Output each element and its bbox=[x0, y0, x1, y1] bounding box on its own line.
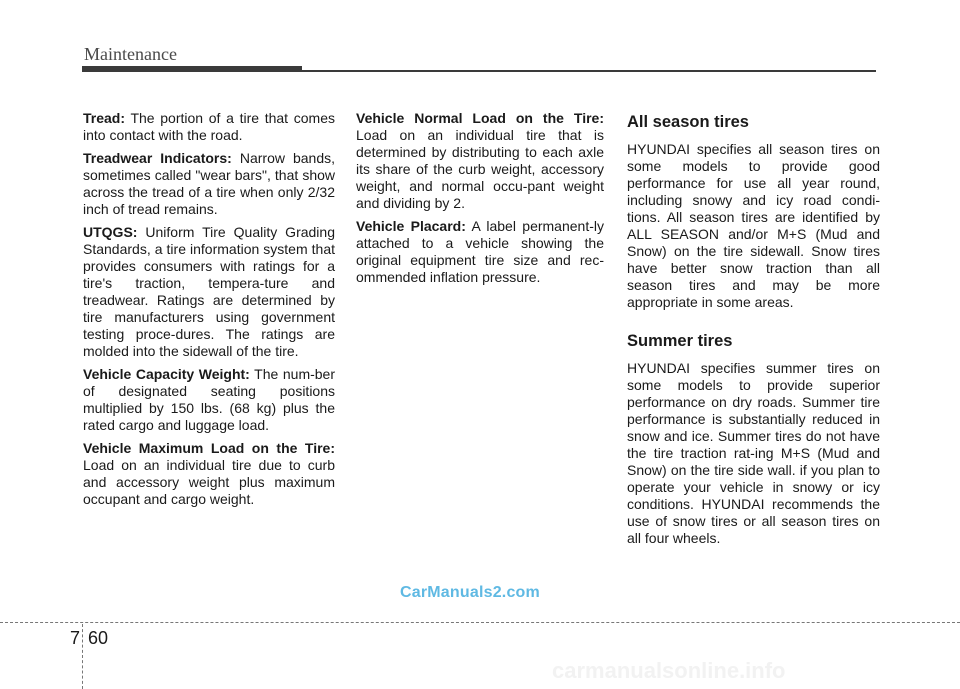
definition-text: Load on an individual tire that is determined by distributing to each axle its share of the curb weight, accessory weight, and normal occu-pant weight and dividing by 2. bbox=[356, 127, 604, 211]
column-2 bbox=[356, 110, 604, 292]
column-1 bbox=[83, 110, 335, 514]
definition-term: UTQGS: bbox=[83, 224, 138, 240]
definition-vehicle-normal-load bbox=[356, 110, 604, 212]
definition-treadwear-indicators bbox=[83, 150, 335, 218]
definition-text: A label permanent-ly attached to a vehicle showing the original equipment tire size and rec-ommended inflation pressure. bbox=[356, 218, 604, 285]
definition-text: Uniform Tire Quality Grading Standards, a tire information system that provides consumers with ratings for a tire's traction, tempera-ture and treadwear. Ratings are determined by tire manufacturers using government testing proce-dures. The ratings are molded into the sidewall of the tire. bbox=[83, 224, 335, 359]
definition-term: Treadwear Indicators: bbox=[83, 150, 232, 166]
definition-vehicle-maximum-load bbox=[83, 440, 335, 508]
definition-tread bbox=[83, 110, 335, 144]
definition-text: The num-ber of designated seating positions multiplied by 150 lbs. (68 kg) plus the rated cargo and luggage load. bbox=[83, 366, 335, 433]
column-3 bbox=[627, 112, 880, 553]
footer-divider bbox=[0, 622, 960, 623]
definition-term: Vehicle Capacity Weight: bbox=[83, 366, 250, 382]
chapter-number: 7 bbox=[70, 628, 81, 648]
definition-text: Narrow bands, sometimes called "wear bars", that show across the tread of a tire when only 2/32 inch of tread remains. bbox=[83, 150, 336, 217]
page-number: 60 bbox=[88, 628, 109, 648]
section-heading: All season tires bbox=[627, 113, 749, 131]
section-body: HYUNDAI specifies summer tires on some models to provide superior performance on dry roads. Summer tire performance is substantially reduced in snow and ice. Summer tires do not have the tire traction rat-ing M+S (Mud and Snow) on the tire side wall. if you plan to operate your vehicle in snowy or icy conditions. HYUNDAI recommends the use of snow tires or all season tires on all four wheels. bbox=[627, 360, 880, 546]
definition-text: Load on an individual tire due to curb and accessory weight plus maximum occupant and cargo weight. bbox=[83, 457, 335, 507]
footer-vertical-divider bbox=[82, 624, 83, 689]
definition-vehicle-capacity-weight bbox=[83, 366, 335, 434]
definition-text: The portion of a tire that comes into contact with the road. bbox=[83, 110, 335, 143]
footer-watermark: carmanualsonline.info bbox=[552, 658, 786, 683]
definition-term: Tread: bbox=[83, 110, 126, 126]
section-body: HYUNDAI specifies all season tires on some models to provide good performance for use all year round, including snowy and icy road condi-tions. All season tires are identified by ALL SEASON and/or M+S (Mud and Snow) on the tire sidewall. Snow tires have better snow traction than all season tires and may be more appropriate in some areas. bbox=[627, 141, 880, 310]
definition-utqgs bbox=[83, 224, 335, 360]
header-rule-thick bbox=[82, 66, 302, 72]
section-all-season-tires bbox=[627, 112, 880, 311]
header-rule-thin bbox=[302, 70, 876, 72]
watermark-link[interactable]: CarManuals2.com bbox=[400, 584, 540, 601]
definition-term: Vehicle Placard: bbox=[356, 218, 466, 234]
page-section-title: Maintenance bbox=[84, 44, 177, 64]
section-heading: Summer tires bbox=[627, 332, 733, 350]
definition-term: Vehicle Maximum Load on the Tire: bbox=[83, 440, 335, 456]
section-summer-tires bbox=[627, 331, 880, 547]
definition-term: Vehicle Normal Load on the Tire: bbox=[356, 110, 604, 126]
definition-vehicle-placard bbox=[356, 218, 604, 286]
